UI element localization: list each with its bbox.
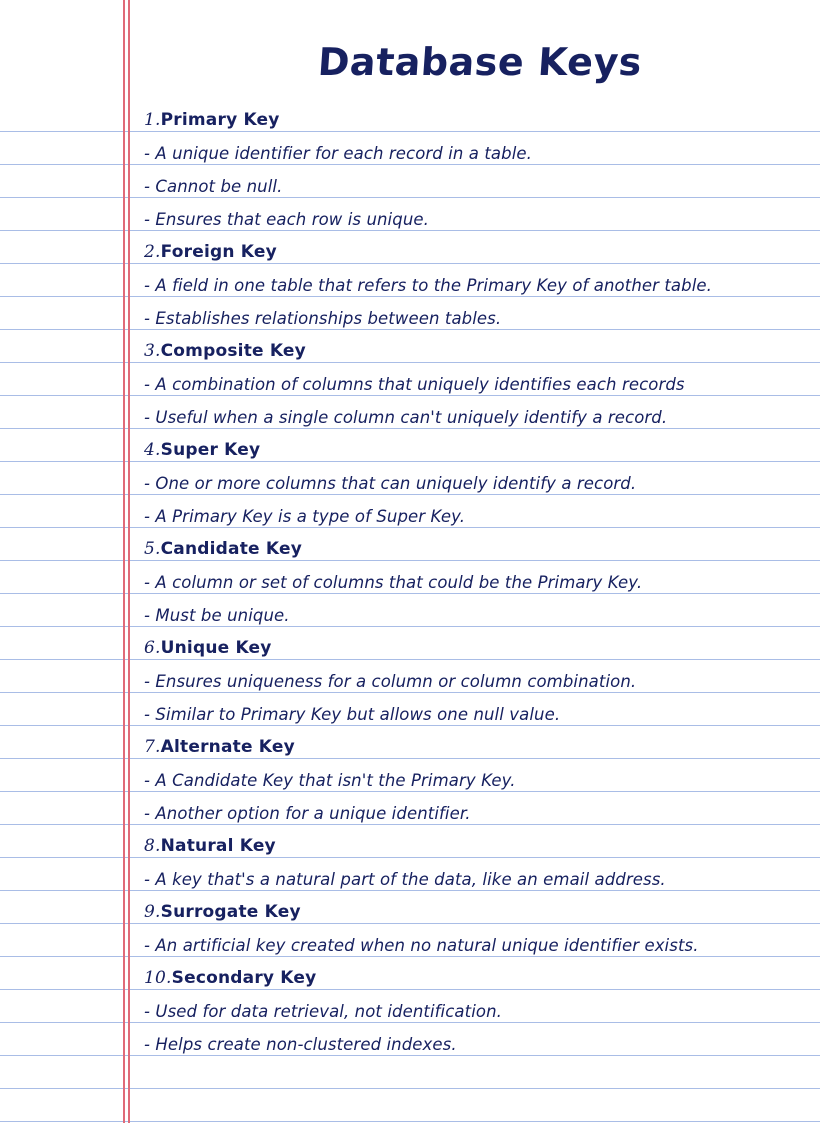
bullet-point: - A column or set of columns that could be the Primary Key. xyxy=(144,573,643,592)
section-number: 9. xyxy=(144,902,161,922)
bullet-point: - A key that's a natural part of the data, like an email address. xyxy=(144,870,666,889)
bullet-point: - Useful when a single column can't uniquely identify a record. xyxy=(144,408,668,427)
section-number: 1. xyxy=(144,110,161,130)
section-number: 5. xyxy=(144,539,161,559)
section-number: 6. xyxy=(144,638,161,658)
bullet-point: - A combination of columns that uniquely identifies each records xyxy=(144,375,685,394)
section-heading xyxy=(144,830,814,863)
bullet-point: - An artificial key created when no natural unique identifier exists. xyxy=(144,936,699,955)
bullet-point: - Ensures uniqueness for a column or column combination. xyxy=(144,672,637,691)
section-title: Candidate Key xyxy=(160,539,302,559)
section-heading xyxy=(144,896,814,929)
bullet-point: - A Primary Key is a type of Super Key. xyxy=(144,507,466,526)
section-title: Unique Key xyxy=(160,638,272,658)
section-title: Natural Key xyxy=(160,836,276,856)
bullet-point: - Establishes relationships between tables. xyxy=(144,309,502,328)
page-title: Database Keys xyxy=(316,40,644,84)
section-title: Alternate Key xyxy=(160,737,295,757)
bullet-point: - Must be unique. xyxy=(144,606,290,625)
section-heading xyxy=(144,335,814,368)
margin-line-right xyxy=(128,0,130,1123)
section-heading xyxy=(144,731,814,764)
section-heading xyxy=(144,236,814,269)
bullet-point: - A field in one table that refers to the Primary Key of another table. xyxy=(144,276,712,295)
section-heading xyxy=(144,962,814,995)
section-heading xyxy=(144,632,814,665)
section-number: 7. xyxy=(144,737,161,757)
section-title: Foreign Key xyxy=(160,242,277,262)
section-title: Secondary Key xyxy=(171,968,317,988)
section-title: Surrogate Key xyxy=(160,902,301,922)
section-number: 2. xyxy=(144,242,161,262)
bullet-point: - Similar to Primary Key but allows one null value. xyxy=(144,705,561,724)
margin-line-left xyxy=(123,0,125,1123)
bullet-point: - A Candidate Key that isn't the Primary Key. xyxy=(144,771,516,790)
bullet-point: - Used for data retrieval, not identification. xyxy=(144,1002,502,1021)
section-title: Super Key xyxy=(160,440,261,460)
bullet-point: - Cannot be null. xyxy=(144,177,283,196)
bullet-point: - Another option for a unique identifier. xyxy=(144,804,471,823)
section-number: 10. xyxy=(144,968,172,988)
section-heading xyxy=(144,434,814,467)
bullet-point: - Ensures that each row is unique. xyxy=(144,210,429,229)
section-title: Composite Key xyxy=(160,341,306,361)
notes-content xyxy=(144,104,814,1061)
section-heading xyxy=(144,104,814,137)
bullet-point: - A unique identifier for each record in a table. xyxy=(144,144,533,163)
section-title: Primary Key xyxy=(160,110,280,130)
section-heading xyxy=(144,533,814,566)
section-number: 3. xyxy=(144,341,161,361)
bullet-point: - Helps create non-clustered indexes. xyxy=(144,1035,457,1054)
section-number: 4. xyxy=(144,440,161,460)
bullet-point: - One or more columns that can uniquely identify a record. xyxy=(144,474,637,493)
section-number: 8. xyxy=(144,836,161,856)
